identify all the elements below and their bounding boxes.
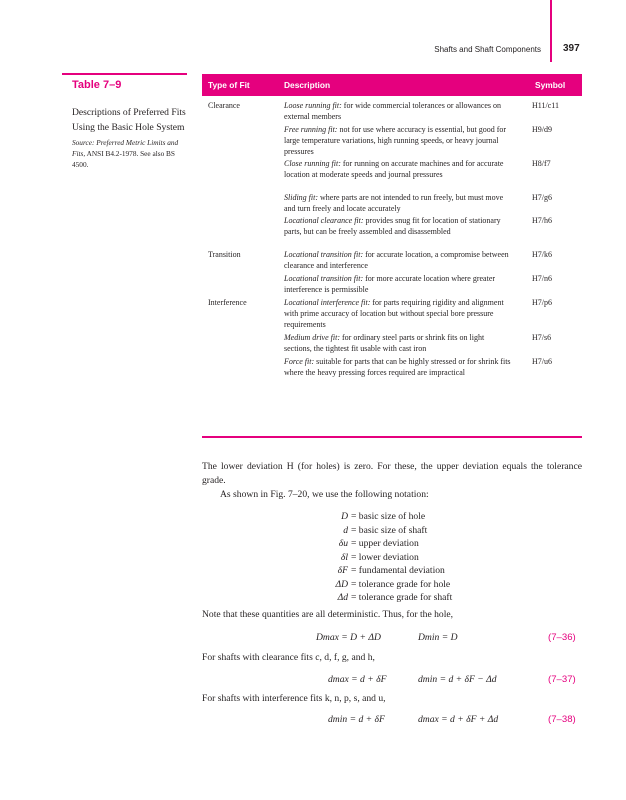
- fit-description: [284, 332, 512, 354]
- notation-meaning: = fundamental deviation: [351, 565, 445, 576]
- table-row: [202, 297, 582, 332]
- equation-36-left: Dmax = D + ΔD: [316, 632, 381, 643]
- fit-name: Locational interference fit:: [284, 298, 371, 307]
- table-row: [202, 273, 582, 297]
- paragraph-3: Note that these quantities are all deterministic. Thus, for the hole,: [202, 609, 454, 620]
- notation-symbol: Δd: [337, 592, 348, 603]
- notation-line: [290, 591, 452, 605]
- notation-symbol: δF: [337, 565, 348, 576]
- table-row: [202, 249, 582, 273]
- fit-name: Free running fit:: [284, 125, 338, 134]
- fit-detail: for ordinary steel parts or shrink fits on light sections, the tightest fit usable with cast iron: [284, 333, 485, 353]
- table-row: [202, 215, 582, 249]
- fit-detail: for wide commercial tolerances or allowances on external members: [284, 101, 502, 121]
- fit-symbol: H11/c11: [532, 101, 559, 110]
- header-symbol: Symbol: [535, 80, 566, 90]
- table-row: [202, 332, 582, 356]
- notation-line: [290, 564, 452, 578]
- equation-36-right: Dmin = D: [418, 632, 458, 643]
- equation-38-right: dmax = d + δF + Δd: [418, 714, 499, 725]
- fit-name: Locational transition fit:: [284, 274, 364, 283]
- fit-name: Sliding fit:: [284, 193, 318, 202]
- page-number: 397: [563, 43, 580, 54]
- fit-type: Transition: [208, 250, 241, 259]
- notation-line: [290, 537, 452, 551]
- fit-symbol: H7/u6: [532, 357, 552, 366]
- fit-type: Interference: [208, 298, 247, 307]
- fit-symbol: H7/g6: [532, 193, 552, 202]
- equation-37-right: dmin = d + δF − Δd: [418, 674, 497, 685]
- fit-symbol: H7/k6: [532, 250, 552, 259]
- notation-symbol: d: [343, 524, 348, 536]
- caption-rule: [62, 73, 187, 75]
- fit-detail: suitable for parts that can be highly stressed or for shrink fits where the heavy pressing forces required are impractical: [284, 357, 511, 377]
- notation-meaning: = basic size of hole: [351, 511, 426, 522]
- table-row: [202, 100, 582, 124]
- fit-detail: not for use where accuracy is essential, but good for large temperature variations, high running speeds, or heavy journal pressures: [284, 125, 507, 156]
- notation-meaning: = lower deviation: [351, 551, 419, 563]
- notation-line: [290, 524, 452, 538]
- fit-detail: provides snug fit for location of stationary parts, but can be freely assembled and disassembled: [284, 216, 501, 236]
- notation-meaning: = tolerance grade for hole: [351, 578, 451, 590]
- source-label: Source:: [72, 138, 95, 147]
- notation-symbol: δu: [338, 538, 348, 549]
- fit-name: Close running fit:: [284, 159, 341, 168]
- paragraph-1: The lower deviation H (for holes) is zero. For these, the upper deviation equals the tolerance grade.: [202, 461, 582, 486]
- table-row: [202, 158, 582, 192]
- notation-meaning: = upper deviation: [351, 538, 419, 549]
- table-header: [202, 74, 582, 96]
- table-caption: [62, 73, 187, 170]
- fit-description: [284, 249, 512, 271]
- fit-symbol: H7/p6: [532, 298, 552, 307]
- notation-symbol: D: [341, 511, 348, 522]
- fit-description: [284, 158, 512, 180]
- table-bottom-rule: [202, 436, 582, 438]
- notation-symbol: δl: [340, 551, 348, 563]
- table-number: Table 7–9: [72, 79, 122, 91]
- fit-detail: where parts are not intended to run freely, but must move and turn freely and locate accurately: [284, 193, 504, 213]
- table-row: [202, 124, 582, 158]
- fit-description: [284, 100, 512, 122]
- fit-symbol: H7/n6: [532, 274, 552, 283]
- fit-symbol: H7/h6: [532, 216, 552, 225]
- fit-description: [284, 192, 512, 214]
- equation-37-number: (7–37): [548, 674, 576, 685]
- fit-symbol: H8/f7: [532, 159, 551, 168]
- fit-type: Clearance: [208, 101, 240, 110]
- running-head: Shafts and Shaft Components: [434, 45, 541, 54]
- equation-37-left: dmax = d + δF: [328, 674, 387, 685]
- fit-description: [284, 273, 512, 295]
- fit-description: [284, 124, 512, 157]
- fit-detail: for accurate location, a compromise between clearance and interference: [284, 250, 509, 270]
- fit-detail: for parts requiring rigidity and alignment with prime accuracy of location but without special bore pressure requirements: [284, 298, 504, 329]
- table-row: [202, 356, 582, 390]
- fit-name: Loose running fit:: [284, 101, 342, 110]
- table-description: Descriptions of Preferred Fits Using the Basic Hole System: [72, 107, 186, 133]
- table-source: [72, 137, 187, 170]
- paragraph-2: As shown in Fig. 7–20, we use the following notation:: [220, 489, 429, 500]
- source-title: Preferred Metric Limits and Fits,: [72, 138, 179, 158]
- notation-meaning: = tolerance grade for shaft: [351, 592, 453, 603]
- notation-list: [290, 510, 452, 605]
- equation-36-number: (7–36): [548, 632, 576, 643]
- fit-symbol: H9/d9: [532, 125, 552, 134]
- notation-line: [290, 551, 452, 565]
- fit-name: Force fit:: [284, 357, 315, 366]
- equation-38-number: (7–38): [548, 714, 576, 725]
- paragraph-4: For shafts with clearance fits c, d, f, g, and h,: [202, 652, 375, 663]
- fit-detail: for more accurate location where greater interference is permissible: [284, 274, 496, 294]
- source-rest: ANSI B4.2-1978. See also BS 4500.: [72, 149, 175, 169]
- fit-symbol: H7/s6: [532, 333, 552, 342]
- header-type: Type of Fit: [208, 80, 250, 90]
- fit-detail: for running on accurate machines and for accurate location at moderate speeds and journal pressures: [284, 159, 504, 179]
- paragraph-5: For shafts with interference fits k, n, p, s, and u,: [202, 693, 386, 704]
- table-row: [202, 192, 582, 215]
- fit-name: Locational clearance fit:: [284, 216, 364, 225]
- notation-meaning: = basic size of shaft: [351, 524, 428, 536]
- equation-38-left: dmin = d + δF: [328, 714, 385, 725]
- fit-name: Locational transition fit:: [284, 250, 364, 259]
- fit-description: [284, 356, 512, 378]
- header-description: Description: [284, 80, 331, 90]
- header-accent-rule: [550, 0, 552, 62]
- fits-table: [202, 74, 582, 377]
- notation-line: [290, 578, 452, 592]
- fit-description: [284, 215, 512, 237]
- fit-description: [284, 297, 512, 330]
- notation-line: [290, 510, 452, 524]
- notation-symbol: ΔD: [335, 578, 348, 590]
- fit-name: Medium drive fit:: [284, 333, 340, 342]
